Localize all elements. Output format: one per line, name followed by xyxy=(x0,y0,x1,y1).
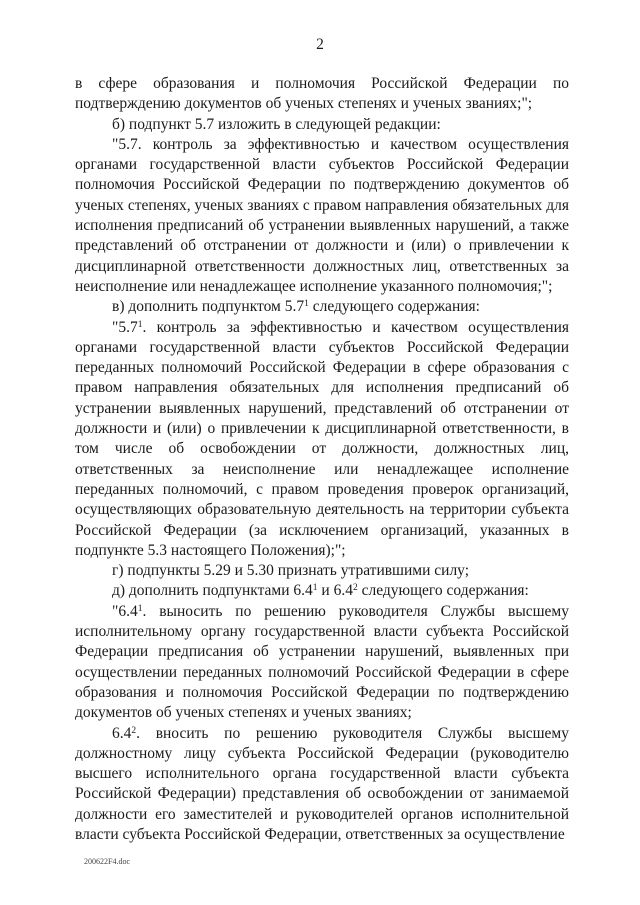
superscript-index: 2 xyxy=(131,725,137,736)
paragraph-text: следующего содержания: xyxy=(357,582,529,600)
paragraph-p8 xyxy=(75,602,569,724)
paragraph-text: "6.4 xyxy=(112,602,138,620)
paragraph-text: и 6.4 xyxy=(317,582,353,600)
paragraph-p7 xyxy=(75,581,569,601)
superscript-index: 1 xyxy=(137,603,143,614)
superscript-index: 1 xyxy=(304,299,309,310)
paragraph-text: . вносить по решению руководителя Службы высшему должностному лицу субъекта Российской Федерации (руководителю высшего исполнительного органа государственной власти субъекта Российской Федерации) представления об освобождении от занимаемой должности его заместителей и руководителей органов исполнительной власти субъекта Российской Федерации, ответственных за осуществление xyxy=(75,724,569,843)
paragraph-p4 xyxy=(75,297,569,317)
paragraph-text: . выносить по решению руководителя Службы высшему исполнительному органу государственной власти субъекта Российской Федерации предписания об устранении нарушений, выявленных при осуществлении переданных полномочий Российской Федерации в сфере образования и полномочия Российской Федерации по подтверждению документов об ученых степенях и ученых званиях; xyxy=(75,602,569,722)
paragraph-text: следующего содержания: xyxy=(308,298,480,316)
paragraph-text: в сфере образования и полномочия Российской Федерации по подтверждению документов об ученых степенях и ученых званиях;"; xyxy=(75,75,569,113)
paragraph-text: б) подпункт 5.7 изложить в следующей редакции: xyxy=(112,115,441,133)
paragraph-p2 xyxy=(75,115,569,135)
file-name-footer: 200622F4.doc xyxy=(84,857,130,866)
superscript-index: 1 xyxy=(137,319,143,330)
page-number: 2 xyxy=(316,36,324,53)
paragraph-text: "5.7. контроль за эффективностью и качеством осуществления органами государственной власти субъектов Российской Федерации полномочия Российской Федерации по подтверждению документов об ученых степенях, ученых званиях с правом направления обязательных для исполнения предписаний об устранении выявленных нарушений, а также представлений об отстранении от должности и (или) о привлечении к дисциплинарной ответственности должностных лиц, ответственных за неисполнение или ненадлежащее исполнение указанного полномочия;"; xyxy=(75,135,569,295)
paragraph-text: в) дополнить подпунктом 5.7 xyxy=(112,298,305,316)
paragraph-p1 xyxy=(75,74,569,115)
paragraph-text: . контроль за эффективностью и качеством осуществления органами государственной власти субъектов Российской Федерации переданных полномочий Российской Федерации в сфере образования с правом направления обязательных для исполнения предписаний об устранении выявленных нарушений, представлений об отстранении от должности и (или) о привлечении к дисциплинарной ответственности, в том числе об освобождении от должности, должностных лиц, ответственных за неисполнение или ненадлежащее исполнение переданных полномочий, с правом проведения проверок организаций, осуществляющих образовательную деятельность на территории субъекта Российской Федерации (за исключением организаций, указанных в подпункте 5.3 настоящего Положения);"; xyxy=(75,318,569,559)
paragraph-text: г) подпункты 5.29 и 5.30 признать утратившими силу; xyxy=(112,562,470,580)
paragraph-p3 xyxy=(75,135,569,297)
document-body xyxy=(75,74,569,845)
paragraph-p6 xyxy=(75,561,569,581)
superscript-index: 1 xyxy=(312,583,318,594)
paragraph-text: д) дополнить подпунктами 6.4 xyxy=(112,582,313,600)
paragraph-text: "5.7 xyxy=(112,318,138,336)
paragraph-text: 6.4 xyxy=(112,724,132,742)
paragraph-p9 xyxy=(75,724,569,846)
superscript-index: 2 xyxy=(352,583,358,594)
paragraph-p5 xyxy=(75,318,569,562)
